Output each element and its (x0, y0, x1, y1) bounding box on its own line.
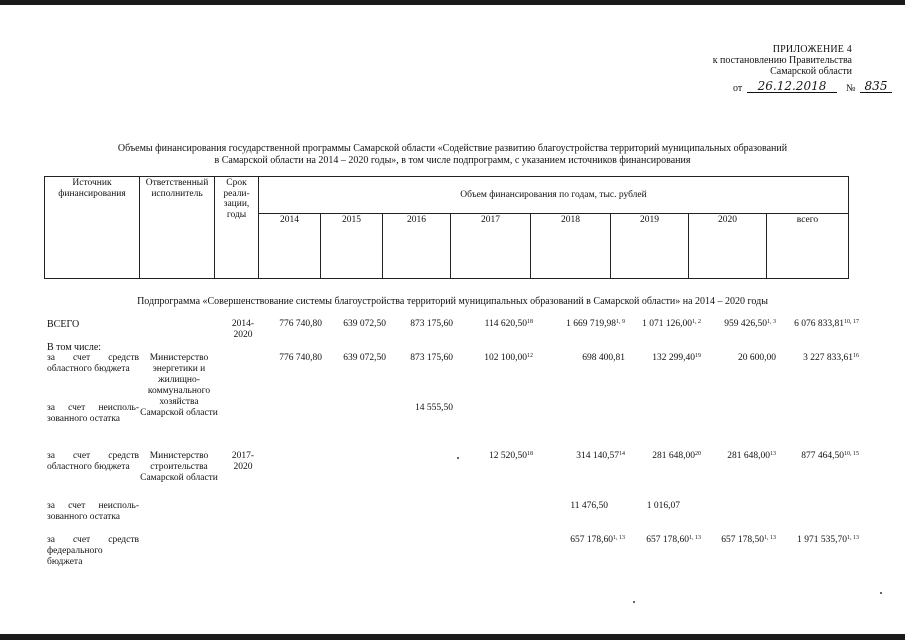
scan-bottom-edge (0, 634, 905, 640)
row-total-2020 (701, 319, 776, 330)
row5-2018-note: 1, 13 (613, 535, 625, 541)
document-title (70, 143, 835, 167)
row3-2020-note: 13 (770, 451, 776, 457)
header-year-2015: 2015 (321, 214, 383, 279)
row-total-2018-value: 1 669 719,98 (566, 319, 616, 329)
row-total-2019-note: 1, 2 (692, 319, 701, 325)
row1-2017 (453, 353, 533, 364)
row2-source: за счет неисполь-зованного остатка (47, 403, 139, 424)
row3-2018-note: 14 (619, 451, 625, 457)
row5-2019 (625, 535, 701, 546)
appendix-line-2: Самарской области (770, 66, 852, 77)
appendix-header (700, 44, 852, 77)
header-year-2017: 2017 (451, 214, 531, 279)
row3-all-note: 10, 15 (844, 451, 859, 457)
row2-2016: 14 555,50 (415, 403, 453, 413)
row5-2020-value: 657 178,50 (721, 535, 764, 545)
row5-2020 (701, 535, 776, 546)
row-total-2016: 873 175,60 (410, 319, 453, 329)
row3-2020 (701, 451, 776, 462)
handwritten-number: 835 (860, 80, 892, 93)
row5-2018-value: 657 178,60 (570, 535, 613, 545)
row-total-term-end: 2020 (233, 330, 253, 340)
from-label: от (733, 83, 743, 94)
row4-2018: 11 476,50 (570, 501, 608, 511)
row3-2017-value: 12 520,50 (489, 451, 527, 461)
header-year-2019: 2019 (611, 214, 689, 279)
row-total-2015: 639 072,50 (343, 319, 386, 329)
header-term: Срок реали- зации, годы (215, 177, 259, 279)
row5-2019-note: 1, 13 (689, 535, 701, 541)
row5-2019-value: 657 178,60 (646, 535, 689, 545)
row3-2018-value: 314 140,57 (576, 451, 619, 461)
header-source: Источник финансирования (45, 177, 140, 279)
row3-2019-note: 20 (695, 451, 701, 457)
appendix-line-1: к постановлению Правительства (712, 55, 852, 66)
appendix-title: ПРИЛОЖЕНИЕ 4 (772, 44, 852, 55)
row3-executor: Министерство строительства Самарской области (140, 451, 218, 483)
row-total-all (776, 319, 859, 330)
row5-2018 (533, 535, 625, 546)
row-total-2018-note: 1, 9 (616, 319, 625, 325)
row3-2019 (625, 451, 701, 462)
row3-all (776, 451, 859, 462)
row1-all (776, 353, 859, 364)
row-total-all-note: 10, 17 (844, 319, 859, 325)
header-year-2016: 2016 (383, 214, 451, 279)
row1-all-note: 16 (853, 353, 859, 359)
row5-all-value: 1 971 535,70 (797, 535, 847, 545)
row-total-2017 (453, 319, 533, 330)
row5-all (776, 535, 859, 546)
header-volume: Объем финансирования по годам, тыс. рублей (259, 177, 849, 214)
row3-2020-value: 281 648,00 (727, 451, 770, 461)
row1-2019-note: 19 (695, 353, 701, 359)
row5-all-note: 1, 13 (847, 535, 859, 541)
row3-term (223, 451, 263, 473)
row1-2017-value: 102 100,00 (484, 353, 527, 363)
row1-executor: Министерство энергетики и жилищно-коммунального хозяйства Самарской области (140, 353, 218, 418)
row-total-2014: 776 740,80 (279, 319, 322, 329)
row1-2019 (625, 353, 701, 364)
row5-2020-note: 1, 13 (764, 535, 776, 541)
scan-speck (880, 592, 882, 594)
row-total-all-value: 6 076 833,81 (794, 319, 844, 329)
row1-2017-note: 12 (527, 353, 533, 359)
number-label: № (846, 83, 856, 94)
header-executor: Ответственный исполнитель (140, 177, 215, 279)
row3-2019-value: 281 648,00 (652, 451, 695, 461)
header-year-2020: 2020 (689, 214, 767, 279)
row-total-2019-value: 1 071 126,00 (642, 319, 692, 329)
row3-2017 (453, 451, 533, 462)
row-total-2020-value: 959 426,50 (724, 319, 767, 329)
row1-2016: 873 175,60 (410, 353, 453, 363)
header-year-2018: 2018 (531, 214, 611, 279)
row1-2015: 639 072,50 (343, 353, 386, 363)
row1-2014: 776 740,80 (279, 353, 322, 363)
header-year-2014: 2014 (259, 214, 321, 279)
row1-all-value: 3 227 833,61 (803, 353, 853, 363)
including-label: В том числе: (47, 342, 102, 353)
row-total-2017-value: 114 620,50 (484, 319, 527, 329)
resolution-date-line (733, 80, 893, 94)
row3-all-value: 877 464,50 (801, 451, 844, 461)
row1-source: за счет средств областного бюджета (47, 353, 139, 374)
row1-2019-value: 132 299,40 (652, 353, 695, 363)
subprogram-title: Подпрограмма «Совершенствование системы благоустройства территорий муниципальных образований в Самарской области» на 2014 – 2020 годы (137, 296, 768, 307)
row3-term-start: 2017- (231, 451, 255, 461)
row1-2018: 698 400,81 (582, 353, 625, 363)
row-total-2018 (533, 319, 625, 330)
row-total-label: ВСЕГО (47, 319, 80, 330)
financing-table-header (44, 176, 849, 279)
row3-2018 (533, 451, 625, 462)
row4-2019: 1 016,07 (646, 501, 680, 511)
row3-source: за счет средств областного бюджета (47, 451, 139, 472)
row3-term-end: 2020 (233, 462, 253, 472)
row-total-2020-note: 1, 3 (767, 319, 776, 325)
row5-source: за счет средств федерального бюджета (47, 535, 139, 567)
scan-top-edge (0, 0, 905, 5)
row-total-term (223, 319, 263, 341)
row-total-2017-note: 18 (527, 319, 533, 325)
scan-speck (457, 457, 459, 459)
document-title-line-1: Объемы финансирования государственной программы Самарской области «Содействие развитию благоустройства территорий муниципальных образований (117, 143, 788, 154)
row1-2020: 20 600,00 (738, 353, 776, 363)
scan-speck (633, 601, 635, 603)
handwritten-date: 26.12.2018 (747, 80, 837, 93)
row-total-term-start: 2014- (231, 319, 255, 329)
row3-2017-note: 18 (527, 451, 533, 457)
document-title-line-2: в Самарской области на 2014 – 2020 годы», в том числе подпрограмм, с указанием источников финансирования (214, 155, 691, 166)
row-total-2019 (625, 319, 701, 330)
header-total: всего (767, 214, 849, 279)
row4-source: за счет неисполь-зованного остатка (47, 501, 139, 522)
